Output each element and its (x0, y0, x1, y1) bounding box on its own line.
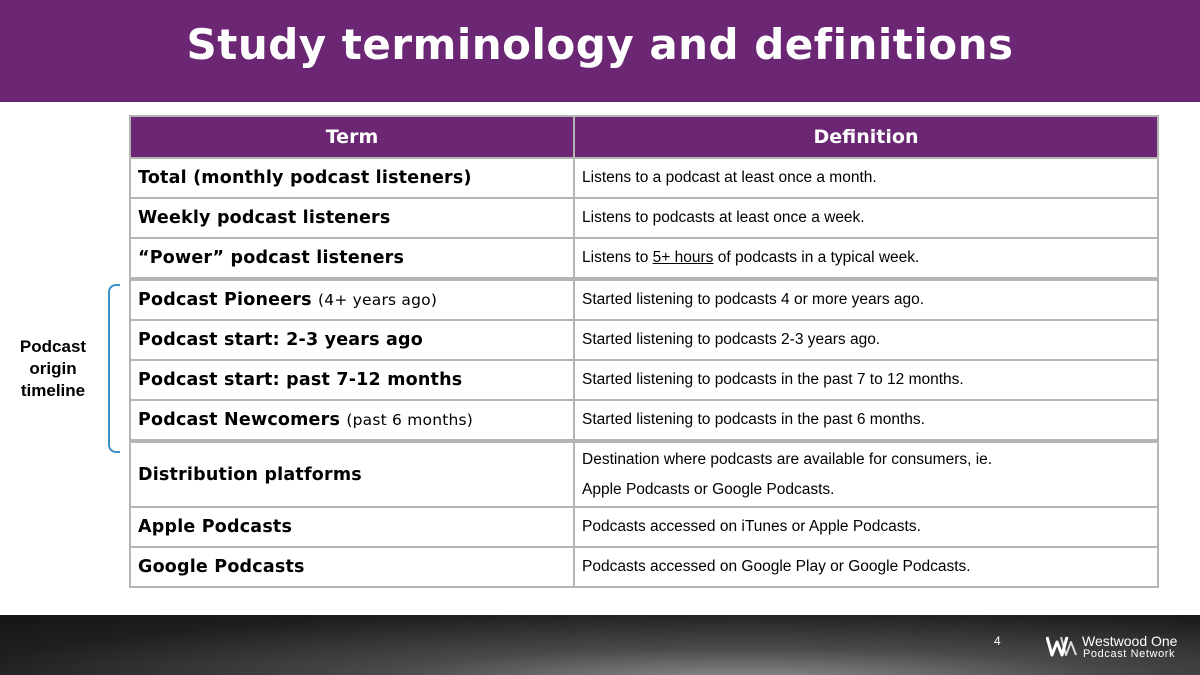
column-header-definition: Definition (574, 116, 1158, 158)
terminology-table (129, 115, 1159, 588)
table-row (130, 279, 1158, 320)
term-cell: Total (monthly podcast listeners) (130, 158, 574, 198)
term-cell: “Power” podcast listeners (130, 238, 574, 279)
term-cell: Podcast start: past 7-12 months (130, 360, 574, 400)
term-cell: Apple Podcasts (130, 507, 574, 547)
table-row (130, 507, 1158, 547)
definition-cell: Podcasts accessed on iTunes or Apple Podcasts. (574, 507, 1158, 547)
term-note: (past 6 months) (346, 411, 474, 429)
term-cell: Distribution platforms (130, 441, 574, 507)
table-row (130, 400, 1158, 441)
table-row (130, 547, 1158, 587)
logo-subtitle: Podcast Network (1083, 648, 1176, 660)
definition-line: Destination where podcasts are available for consumers, ie. (582, 451, 993, 469)
definition-cell: Listens to a podcast at least once a month. (574, 158, 1158, 198)
table-row (130, 441, 1158, 507)
side-label-line: origin (29, 359, 77, 378)
table-row (130, 198, 1158, 238)
definition-text: Listens to (582, 249, 653, 267)
definition-cell: Started listening to podcasts in the past 6 months. (574, 400, 1158, 441)
table-row (130, 158, 1158, 198)
definition-cell (574, 441, 1158, 507)
definition-line: Apple Podcasts or Google Podcasts. (582, 480, 835, 498)
definition-cell: Listens to podcasts at least once a week. (574, 198, 1158, 238)
term-note: (4+ years ago) (318, 291, 438, 309)
slide-title: Study terminology and definitions (186, 20, 1014, 69)
table-row (130, 320, 1158, 360)
side-label-line: timeline (20, 381, 86, 400)
definition-cell (574, 238, 1158, 279)
definition-cell: Podcasts accessed on Google Play or Google Podcasts. (574, 547, 1158, 587)
definition-text: of podcasts in a typical week. (713, 249, 920, 267)
definition-cell: Started listening to podcasts 4 or more years ago. (574, 279, 1158, 320)
term-cell (130, 400, 574, 441)
column-header-term: Term (130, 116, 574, 158)
footer-band (0, 615, 1200, 675)
term-cell (130, 279, 574, 320)
table-row (130, 360, 1158, 400)
logo-name: Westwood One (1082, 633, 1178, 649)
term-label: Podcast Pioneers (138, 290, 312, 310)
table-row (130, 238, 1158, 279)
logo-mark-icon (1046, 634, 1078, 658)
side-label-line: Podcast (19, 337, 87, 356)
term-cell: Weekly podcast listeners (130, 198, 574, 238)
timeline-bracket (108, 284, 120, 453)
westwood-one-logo (1046, 632, 1186, 662)
definition-cell: Started listening to podcasts in the past 7 to 12 months. (574, 360, 1158, 400)
page-number: 4 (994, 634, 1001, 648)
definition-cell: Started listening to podcasts 2-3 years ago. (574, 320, 1158, 360)
table-header-row (130, 116, 1158, 158)
podcast-origin-timeline-label (8, 336, 98, 402)
underlined-emphasis: 5+ hours (652, 249, 714, 267)
term-cell: Google Podcasts (130, 547, 574, 587)
term-cell: Podcast start: 2-3 years ago (130, 320, 574, 360)
term-label: Podcast Newcomers (138, 410, 341, 430)
